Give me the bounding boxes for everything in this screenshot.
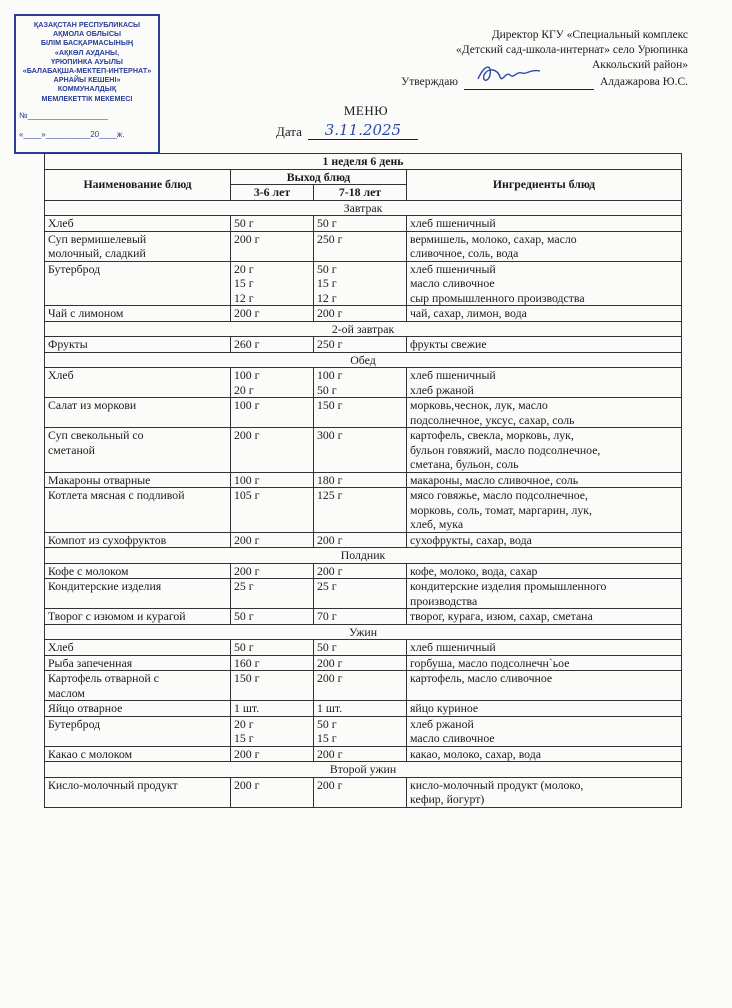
meal-section-title: 2-ой завтрак [45, 321, 682, 337]
table-row [45, 716, 682, 746]
dish-name [45, 398, 231, 428]
table-row [45, 746, 682, 762]
portion-3-6-line: 20 г [234, 716, 254, 731]
signature-line [464, 75, 594, 90]
table-row [45, 428, 682, 473]
signature-row [358, 75, 688, 90]
ingredients [407, 609, 682, 625]
table-row [45, 701, 682, 717]
ingredients [407, 532, 682, 548]
portion-3-6-line: 50 г [234, 216, 254, 230]
ingredients [407, 368, 682, 398]
portion-3-6-line: 15 г [234, 731, 254, 745]
table-row [45, 532, 682, 548]
portion-3-6 [231, 306, 314, 322]
menu-body [45, 200, 682, 807]
portion-3-6-line: 50 г [234, 640, 254, 654]
portion-3-6 [231, 398, 314, 428]
dish-name-line: Кисло-молочный продукт [48, 777, 178, 792]
ingredients-line: хлеб ржаной [410, 716, 474, 731]
dish-name-line: Хлеб [48, 368, 74, 382]
portion-3-6-line: 160 г [234, 655, 260, 670]
ingredients [407, 216, 682, 232]
dish-name [45, 532, 231, 548]
dish-name [45, 671, 231, 701]
date-row [276, 121, 418, 140]
portion-7-18-line: 200 г [317, 306, 343, 320]
portion-7-18-line: 100 г [317, 368, 343, 382]
portion-3-6 [231, 488, 314, 533]
portion-7-18 [314, 716, 407, 746]
table-row [45, 216, 682, 232]
dish-name-line: Компот из сухофруктов [48, 532, 167, 547]
dish-name-line: Какао с молоком [48, 746, 133, 761]
portion-3-6 [231, 532, 314, 548]
dish-name-line: Творог с изюмом и курагой [48, 609, 186, 623]
ingredients-line: подсолнечное, уксус, сахар, соль [410, 412, 575, 427]
portion-3-6 [231, 579, 314, 609]
ingredients-line: сливочное, соль, вода [410, 246, 519, 260]
dish-name [45, 488, 231, 533]
portion-7-18-line: 200 г [317, 671, 343, 685]
ingredients-line: морковь, соль, томат, маргарин, лук, [410, 502, 592, 517]
ingredients-line: хлеб, мука [410, 517, 464, 531]
portion-7-18 [314, 231, 407, 261]
portion-7-18 [314, 428, 407, 473]
stamp-line: АРНАЙЫ КЕШЕНІ» [53, 75, 121, 85]
ingredients-line: хлеб пшеничный [410, 261, 496, 276]
dish-name [45, 746, 231, 762]
portion-3-6 [231, 701, 314, 717]
ingredients [407, 398, 682, 428]
ingredients-line: творог, курага, изюм, сахар, сметана [410, 609, 593, 623]
stamp-line: «БАЛАБАҚША-МЕКТЕП-ИНТЕРНАТ» [22, 66, 152, 76]
portion-3-6-line: 200 г [234, 306, 260, 320]
meal-section-title: Полдник [45, 548, 682, 564]
dish-name-line: Суп вермишелевый [48, 231, 147, 246]
ingredients [407, 261, 682, 306]
portion-7-18-line: 300 г [317, 428, 343, 442]
week-day-header: 1 неделя 6 день [45, 154, 682, 170]
portion-7-18 [314, 579, 407, 609]
dish-name [45, 563, 231, 579]
portion-3-6 [231, 231, 314, 261]
ingredients [407, 579, 682, 609]
portion-3-6 [231, 640, 314, 656]
table-row [45, 671, 682, 701]
dish-name-line: Салат из моркови [48, 398, 137, 412]
dish-name [45, 472, 231, 488]
portion-7-18 [314, 216, 407, 232]
portion-3-6 [231, 563, 314, 579]
date-value: 3.11.2025 [308, 121, 418, 140]
portion-3-6-line: 105 г [234, 488, 260, 502]
ingredients-line: макароны, масло сливочное, соль [410, 472, 579, 487]
portion-7-18-line: 180 г [317, 472, 343, 487]
stamp-line: КОММУНАЛДЫҚ [57, 84, 117, 94]
portion-3-6-line: 200 г [234, 532, 260, 547]
ingredients-line: сметана, бульон, соль [410, 457, 519, 471]
ingredients [407, 488, 682, 533]
ingredients [407, 337, 682, 353]
meal-section-title: Второй ужин [45, 762, 682, 778]
dish-name [45, 368, 231, 398]
dish-name-line: Фрукты [48, 337, 88, 351]
ingredients-line: хлеб пшеничный [410, 368, 496, 382]
meal-section-header [45, 762, 682, 778]
portion-7-18-line: 200 г [317, 746, 343, 761]
portion-7-18-line: 15 г [317, 276, 337, 290]
portion-7-18-line: 50 г [317, 216, 337, 230]
ingredients-line: хлеб пшеничный [410, 640, 496, 654]
portion-3-6-line: 260 г [234, 337, 260, 351]
ingredients-line: хлеб ржаной [410, 382, 474, 397]
column-header-name: Наименование блюд [45, 169, 231, 200]
dish-name [45, 261, 231, 306]
portion-7-18 [314, 701, 407, 717]
ingredients [407, 231, 682, 261]
dish-name-line: маслом [48, 685, 85, 700]
portion-7-18 [314, 640, 407, 656]
ingredients-line: масло сливочное [410, 731, 495, 745]
stamp-text [19, 20, 155, 103]
table-row [45, 488, 682, 533]
portion-3-6 [231, 216, 314, 232]
dish-name [45, 777, 231, 807]
stamp-line: «АҚКӨЛ АУДАНЫ, [54, 47, 120, 57]
portion-3-6 [231, 368, 314, 398]
ingredients-line: масло сливочное [410, 276, 495, 290]
ingredients-line: кисло-молочный продукт (молоко, [410, 777, 584, 792]
dish-name-line: Кофе с молоком [48, 563, 129, 578]
portion-7-18-line: 1 шт. [317, 701, 343, 715]
dish-name [45, 640, 231, 656]
portion-3-6 [231, 746, 314, 762]
table-row [45, 579, 682, 609]
table-row [45, 609, 682, 625]
dish-name-line: Картофель отварной с [48, 671, 159, 685]
table-row [45, 655, 682, 671]
meal-section-title: Ужин [45, 624, 682, 640]
portion-7-18-line: 200 г [317, 777, 343, 792]
portion-7-18 [314, 563, 407, 579]
approve-label: Утверждаю [401, 76, 458, 88]
meal-section-title: Завтрак [45, 200, 682, 216]
ingredients-line: горбуша, масло подсолнечн`ьое [410, 655, 570, 670]
portion-7-18-line: 50 г [317, 261, 337, 276]
ingredients-line: сыр промышленного производства [410, 290, 585, 305]
column-header-age-3-6: 3-6 лет [231, 185, 314, 201]
portion-7-18-line: 200 г [317, 532, 343, 547]
portion-3-6 [231, 777, 314, 807]
ingredients-line: мясо говяжье, масло подсолнечное, [410, 488, 588, 502]
ingredients-line: морковь,чеснок, лук, масло [410, 398, 548, 412]
dish-name [45, 216, 231, 232]
portion-3-6-line: 100 г [234, 368, 260, 382]
ingredients [407, 716, 682, 746]
ingredients [407, 701, 682, 717]
portion-7-18 [314, 368, 407, 398]
dish-name-line: Бутерброд [48, 261, 101, 276]
column-header-ingredients: Ингредиенты блюд [407, 169, 682, 200]
stamp-line: ҮРЮПИНКА АУЫЛЫ [51, 56, 123, 66]
table-row [45, 640, 682, 656]
ingredients [407, 306, 682, 322]
portion-3-6-line: 200 г [234, 746, 260, 761]
portion-7-18-line: 25 г [317, 579, 337, 593]
portion-3-6-line: 12 г [234, 290, 254, 305]
portion-3-6-line: 15 г [234, 276, 254, 290]
table-row [45, 261, 682, 306]
table-row [45, 777, 682, 807]
ingredients-line: вермишель, молоко, сахар, масло [410, 231, 577, 246]
ingredients [407, 472, 682, 488]
meal-section-header [45, 624, 682, 640]
stamp-line: БІЛІМ БАСҚАРМАСЫНЫҢ [40, 38, 134, 48]
dish-name [45, 716, 231, 746]
dish-name-line: Бутерброд [48, 716, 101, 731]
date-label: Дата [276, 124, 302, 139]
ingredients-line: какао, молоко, сахар, вода [410, 746, 541, 761]
portion-7-18-line: 70 г [317, 609, 337, 623]
portion-7-18-line: 200 г [317, 563, 343, 578]
ingredients [407, 655, 682, 671]
approval-line-3: Аккольский район» [591, 59, 688, 71]
portion-3-6 [231, 428, 314, 473]
portion-7-18-line: 200 г [317, 655, 343, 670]
portion-3-6-line: 1 шт. [234, 701, 260, 715]
portion-7-18-line: 50 г [317, 640, 337, 654]
ingredients-line: кондитерские изделия промышленного [410, 579, 607, 593]
portion-7-18-line: 12 г [317, 290, 337, 305]
ingredients [407, 777, 682, 807]
portion-3-6 [231, 609, 314, 625]
dish-name-line: молочный, сладкий [48, 246, 146, 260]
column-header-output: Выход блюд [231, 169, 407, 185]
table-row [45, 398, 682, 428]
dish-name-line: Хлеб [48, 216, 74, 230]
approval-line-2: «Детский сад-школа-интернат» село Урюпинка [455, 44, 688, 56]
dish-name-line: Яйцо отварное [48, 701, 123, 715]
stamp-line: АҚМОЛА ОБЛЫСЫ [52, 29, 122, 39]
portion-7-18 [314, 306, 407, 322]
ingredients-line: картофель, масло сливочное [410, 671, 553, 685]
portion-3-6-line: 25 г [234, 579, 254, 593]
portion-3-6-line: 200 г [234, 231, 260, 246]
portion-3-6 [231, 716, 314, 746]
approval-block [358, 28, 688, 90]
dish-name-line: Чай с лимоном [48, 306, 124, 320]
ingredients-line: яйцо куриное [410, 701, 479, 715]
portion-3-6-line: 50 г [234, 609, 254, 623]
portion-3-6-line: 20 г [234, 261, 254, 276]
ingredients [407, 428, 682, 473]
stamp-line: ҚАЗАҚСТАН РЕСПУБЛИКАСЫ [33, 20, 141, 29]
dish-name-line: Макароны отварные [48, 472, 151, 487]
portion-7-18 [314, 609, 407, 625]
ingredients [407, 640, 682, 656]
portion-7-18 [314, 261, 407, 306]
approval-line-1: Директор КГУ «Специальный комплекс [491, 29, 688, 41]
table-row [45, 306, 682, 322]
ingredients [407, 746, 682, 762]
stamp-line: МЕМЛЕКЕТТІК МЕКЕМЕСІ [41, 93, 133, 103]
portion-3-6-line: 200 г [234, 428, 260, 442]
dish-name [45, 701, 231, 717]
dish-name [45, 579, 231, 609]
table-row [45, 472, 682, 488]
dish-name-line: сметаной [48, 442, 95, 457]
column-header-age-7-18: 7-18 лет [314, 185, 407, 201]
portion-3-6-line: 20 г [234, 382, 254, 397]
portion-7-18 [314, 472, 407, 488]
portion-7-18-line: 125 г [317, 488, 343, 502]
portion-7-18-line: 250 г [317, 231, 343, 246]
table-row [45, 563, 682, 579]
dish-name [45, 609, 231, 625]
meal-section-header [45, 548, 682, 564]
ingredients-line: кефир, йогурт) [410, 792, 485, 806]
table-row [45, 337, 682, 353]
stamp-number-line: №__________________ [19, 110, 108, 120]
portion-3-6-line: 100 г [234, 472, 260, 487]
portion-7-18-line: 50 г [317, 382, 337, 397]
ingredients-line: хлеб пшеничный [410, 216, 496, 230]
portion-3-6 [231, 655, 314, 671]
stamp-date-line: «____»__________20____ж. [19, 130, 125, 140]
portion-7-18 [314, 488, 407, 533]
meal-section-header [45, 321, 682, 337]
table-row [45, 368, 682, 398]
portion-7-18-line: 15 г [317, 731, 337, 745]
menu-table [44, 153, 682, 808]
portion-3-6-line: 200 г [234, 563, 260, 578]
meal-section-header [45, 200, 682, 216]
dish-name [45, 337, 231, 353]
portion-7-18 [314, 337, 407, 353]
dish-name [45, 655, 231, 671]
dish-name-line: Хлеб [48, 640, 74, 654]
ingredients-line: сухофрукты, сахар, вода [410, 532, 532, 547]
portion-7-18 [314, 398, 407, 428]
portion-7-18-line: 150 г [317, 398, 343, 412]
ingredients-line: чай, сахар, лимон, вода [410, 306, 527, 320]
meal-section-title: Обед [45, 352, 682, 368]
ingredients-line: фрукты свежие [410, 337, 487, 351]
ingredients-line: картофель, свекла, морковь, лук, [410, 428, 574, 442]
portion-7-18 [314, 746, 407, 762]
page-title: МЕНЮ [343, 103, 389, 118]
portion-7-18 [314, 671, 407, 701]
dish-name [45, 231, 231, 261]
meal-section-header [45, 352, 682, 368]
director-name: Алдажарова Ю.С. [599, 76, 688, 88]
ingredients [407, 671, 682, 701]
dish-name [45, 428, 231, 473]
portion-3-6-line: 100 г [234, 398, 260, 412]
ingredients [407, 563, 682, 579]
dish-name [45, 306, 231, 322]
signature-icon [474, 61, 544, 87]
official-stamp [14, 14, 160, 154]
portion-7-18 [314, 655, 407, 671]
portion-3-6-line: 200 г [234, 777, 260, 792]
dish-name-line: Кондитерские изделия [48, 579, 162, 593]
ingredients-line: производства [410, 593, 478, 608]
table-row [45, 231, 682, 261]
portion-3-6-line: 150 г [234, 671, 260, 685]
dish-name-line: Котлета мясная с подливой [48, 488, 185, 502]
dish-name-line: Суп свекольный со [48, 428, 144, 442]
portion-7-18 [314, 532, 407, 548]
portion-7-18-line: 250 г [317, 337, 343, 351]
dish-name-line: Рыба запеченная [48, 655, 133, 670]
portion-3-6 [231, 261, 314, 306]
portion-3-6 [231, 337, 314, 353]
ingredients-line: кофе, молоко, вода, сахар [410, 563, 538, 578]
portion-7-18 [314, 777, 407, 807]
ingredients-line: бульон говяжий, масло подсолнечное, [410, 442, 601, 457]
portion-7-18-line: 50 г [317, 716, 337, 731]
portion-3-6 [231, 671, 314, 701]
portion-3-6 [231, 472, 314, 488]
